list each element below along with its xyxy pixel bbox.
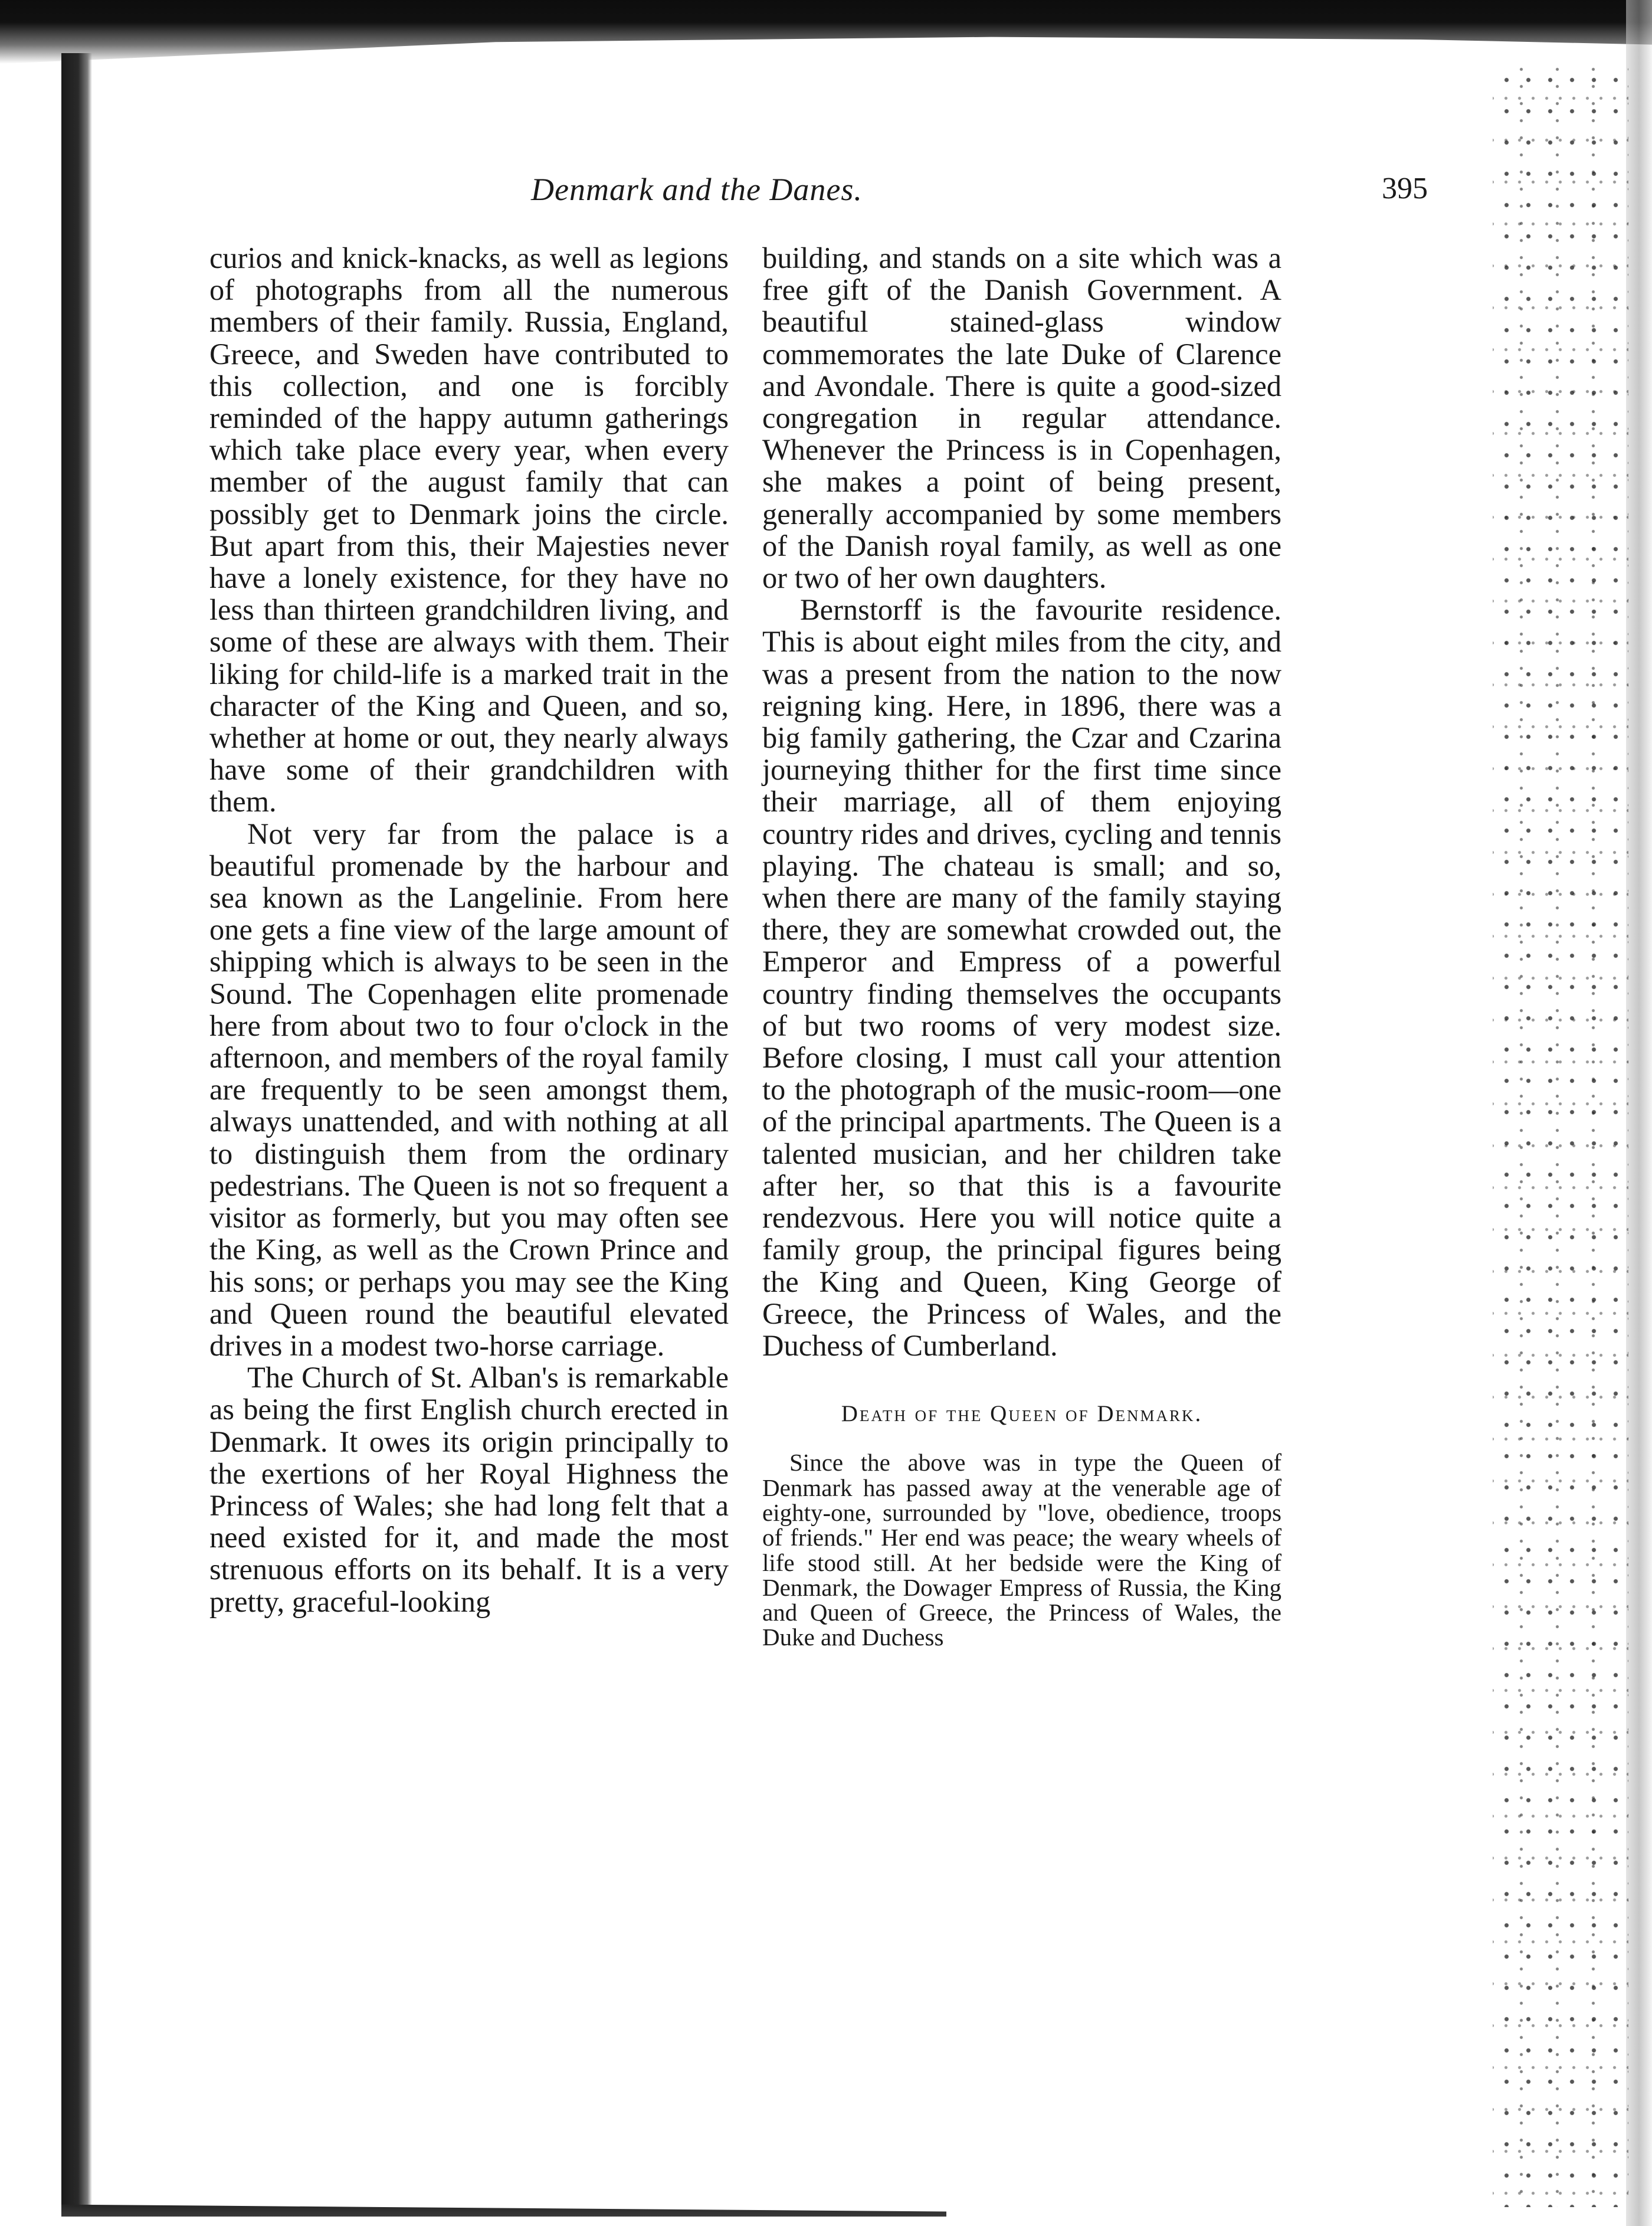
paragraph: Bernstorff is the favourite residence. This is about eight miles from the city, and was a present from the nation to the now reigning king. Here, in 1896, there was a big family gathering, the Czar and Czarina journeying thither for the first time since their marriage, all of them enjoying country rides and drives, cycling and tennis playing. The chateau is small; and so, when there are many of the family staying there, they are somewhat crowded out, the Emperor and Empress of a powerful country finding themselves the occupants of but two rooms of very modest size. Before closing, I must call your attention to the photograph of the music-room—one of the principal apartments. The Queen is a talented musician, and her children take after her, so that this is a favourite rendezvous. Here you will notice quite a family group, the principal figures being the King and Queen, King George of Greece, the Princess of Wales, and the Duchess of Cumberland. [762, 593, 1281, 1362]
scan-right-speckles [1493, 59, 1628, 2207]
scan-top-edge [0, 0, 1652, 64]
paragraph: Not very far from the palace is a beautiful promenade by the harbour and sea known as the Langelinie. From here one gets a fine view of the large amount of shipping which is always to be seen in the Sound. The Copenhagen elite promenade here from about two to four o'clock in the afternoon, and members of the royal family are frequently to be seen amongst them, always unattended, and with nothing at all to distinguish them from the ordinary pedestrians. The Queen is not so frequent a visitor as formerly, but you may often see the King, as well as the Crown Prince and his sons; or perhaps you may see the King and Queen round the beautiful elevated drives in a modest two-horse carriage. [209, 817, 729, 1362]
paragraph: building, and stands on a site which was a free gift of the Danish Government. A beautiful stained-glass window commemorates the late Duke of Clarence and Avondale. There is quite a good-sized congregation in regular attendance. Whenever the Princess is in Copenhagen, she makes a point of being present, generally accompanied by some members of the Danish royal family, as well as one or two of her own daughters. [762, 241, 1281, 595]
running-title: Denmark and the Danes. [531, 172, 863, 207]
running-head [201, 171, 1428, 218]
paragraph: curios and knick-knacks, as well as legions of photographs from all the numerous members of their family. Russia, England, Greece, and Sweden have contributed to this collection, and one is forcibly reminded of the happy autumn gatherings which take place every year, when every member of the august family that can possibly get to Denmark joins the circle. But apart from this, their Majesties never have a lonely existence, for they have no less than thirteen grandchildren living, and some of these are always with them. Their liking for child-life is a marked trait in the character of the King and Queen, and so, whether at home or out, they nearly always have some of their grandchildren with them. [209, 241, 729, 819]
scan-bottom-edge [61, 2196, 946, 2217]
scan-left-edge [61, 53, 92, 2213]
left-column [209, 242, 729, 1618]
section-heading: Death of the Queen of Denmark. [841, 1401, 1203, 1427]
right-column [762, 242, 1281, 1650]
section-text: Since the above was in type the Queen of Denmark has passed away at the venerable age of eighty-one, surrounded by "love, obedience, troops of friends." Her end was peace; the weary wheels of life stood still. At her bedside were the King of Denmark, the Dowager Empress of Russia, the King and Queen of Greece, the Princess of Wales, the Duke and Duchess [762, 1449, 1281, 1651]
page-number: 395 [1382, 172, 1428, 205]
paragraph: The Church of St. Alban's is remarkable as being the first English church erected in Denmark. It owes its origin principally to the exertions of her Royal Highness the Princess of Wales; she had long felt that a need existed for it, and made the most strenuous efforts on its behalf. It is a very pretty, graceful-looking [209, 1361, 729, 1618]
scan-right-edge [1626, 0, 1652, 2226]
